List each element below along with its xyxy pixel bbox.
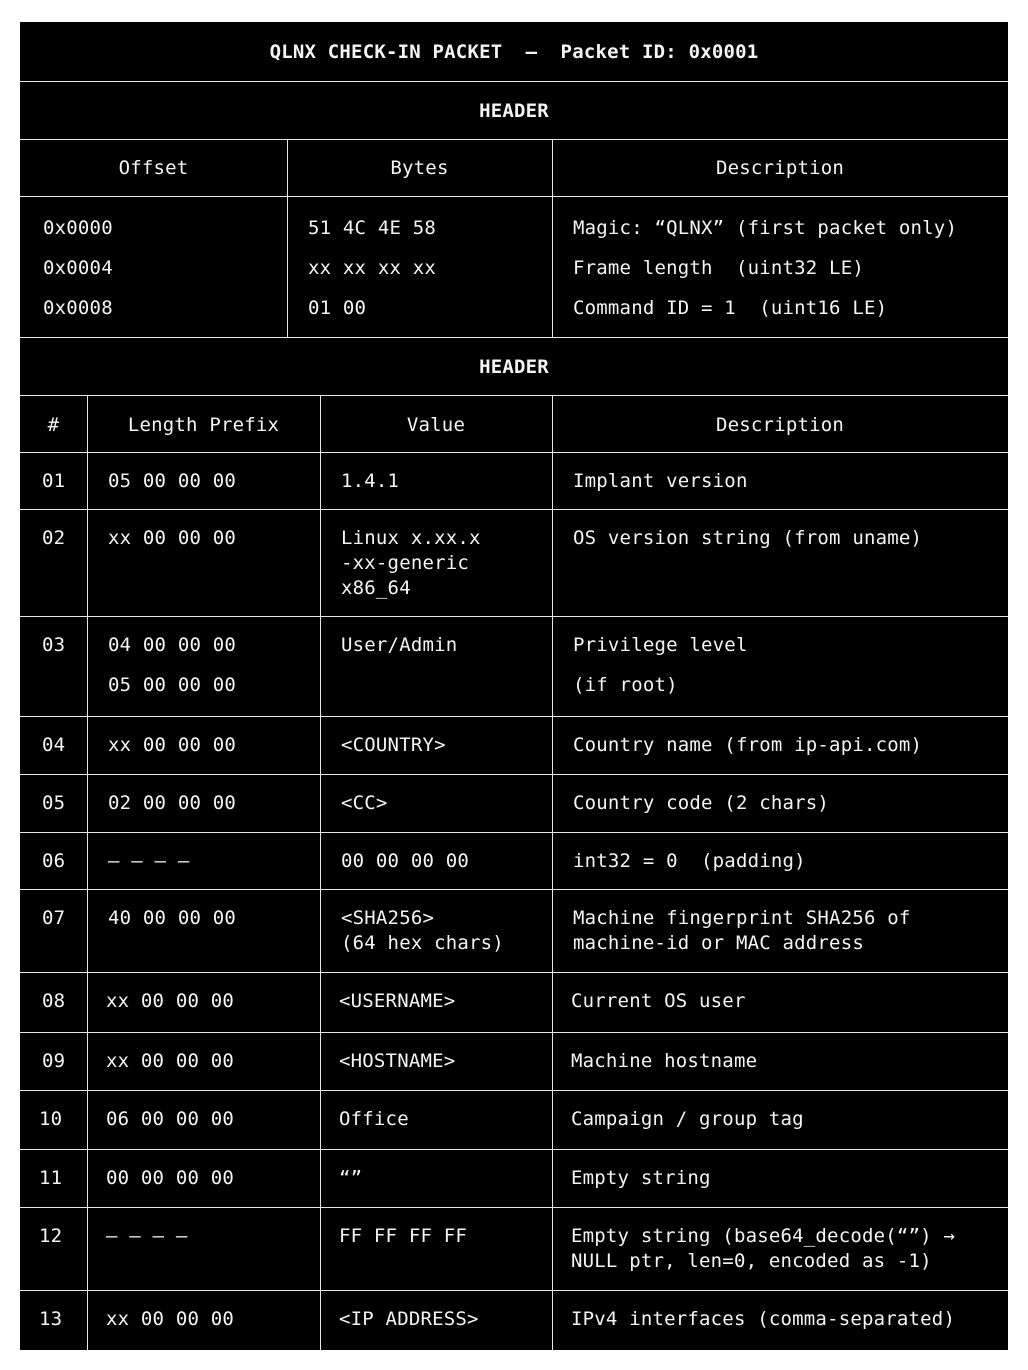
row-number: 03	[42, 634, 66, 656]
table-row	[20, 833, 1008, 890]
length-prefix: 06 00 00 00	[106, 1108, 235, 1130]
table-row	[20, 717, 1008, 775]
field-description: OS version string (from uname)	[573, 527, 923, 549]
table-row	[20, 617, 1008, 717]
length-prefix: xx 00 00 00	[108, 734, 237, 756]
field-description: Country name (from ip-api.com)	[573, 734, 923, 756]
field-description: Empty string (base64_decode(“”) → NULL ptr, len=0, encoded as -1)	[571, 1225, 956, 1272]
field-value: <CC>	[341, 792, 388, 814]
row-number: 11	[39, 1167, 63, 1189]
column-heading-offset: Offset	[118, 157, 189, 179]
field-value: 1.4.1	[341, 470, 400, 492]
field-value: User/Admin	[341, 634, 458, 656]
column-heading-value: Value	[406, 414, 466, 436]
field-description: IPv4 interfaces (comma-separated)	[571, 1308, 956, 1330]
length-prefix: 04 00 00 00	[108, 634, 237, 656]
header2-column-headings	[20, 396, 1008, 453]
table-row	[20, 1091, 1008, 1150]
field-value: <USERNAME>	[339, 990, 456, 1012]
field-description: (if root)	[573, 674, 678, 696]
description-value: Magic: “QLNX” (first packet only)	[573, 217, 958, 239]
length-prefix: — — — —	[106, 1225, 188, 1247]
row-number: 13	[39, 1308, 63, 1330]
column-heading-description: Description	[715, 157, 845, 179]
section-label: HEADER	[479, 356, 549, 378]
row-number: 02	[42, 527, 66, 549]
column-heading-length-prefix: Length Prefix	[127, 414, 280, 436]
bytes-value: 01 00	[308, 297, 367, 319]
section-header-1	[20, 82, 1008, 140]
length-prefix: xx 00 00 00	[106, 1050, 235, 1072]
row-number: 10	[39, 1108, 63, 1130]
row-number: 01	[42, 470, 66, 492]
field-value: <HOSTNAME>	[339, 1050, 456, 1072]
length-prefix: 05 00 00 00	[108, 470, 237, 492]
table-row	[20, 510, 1008, 617]
field-value: <SHA256> (64 hex chars)	[341, 907, 504, 954]
field-value: <COUNTRY>	[341, 734, 446, 756]
length-prefix: 05 00 00 00	[108, 674, 237, 696]
length-prefix: — — — —	[108, 850, 190, 872]
packet-table	[20, 22, 1008, 1350]
table-row	[20, 890, 1008, 973]
length-prefix: 02 00 00 00	[108, 792, 237, 814]
length-prefix: xx 00 00 00	[106, 1308, 235, 1330]
row-number: 09	[42, 1050, 66, 1072]
field-description: Privilege level	[573, 634, 748, 656]
header1-data-block	[20, 197, 1008, 338]
field-description: Current OS user	[571, 990, 746, 1012]
table-row	[20, 453, 1008, 510]
description-value: Frame length (uint32 LE)	[573, 257, 864, 279]
row-number: 04	[42, 734, 66, 756]
field-value: Linux x.xx.x -xx-generic x86_64	[341, 527, 481, 599]
bytes-value: xx xx xx xx	[308, 257, 437, 279]
offset-value: 0x0004	[43, 257, 113, 279]
length-prefix: xx 00 00 00	[108, 527, 237, 549]
row-number: 05	[42, 792, 66, 814]
field-value: 00 00 00 00	[341, 850, 470, 872]
field-description: Campaign / group tag	[571, 1108, 804, 1130]
table-row	[20, 1150, 1008, 1208]
header1-column-headings	[20, 140, 1008, 197]
row-number: 07	[42, 907, 66, 929]
length-prefix: 40 00 00 00	[108, 907, 237, 929]
field-value: Office	[339, 1108, 409, 1130]
section-header-2	[20, 338, 1008, 396]
table-row	[20, 775, 1008, 833]
column-heading-number: #	[47, 414, 60, 436]
field-value: <IP ADDRESS>	[339, 1308, 479, 1330]
field-description: Country code (2 chars)	[573, 792, 830, 814]
row-number: 08	[42, 990, 66, 1012]
row-number: 12	[39, 1225, 63, 1247]
length-prefix: 00 00 00 00	[106, 1167, 235, 1189]
field-description: Empty string	[571, 1167, 711, 1189]
bytes-value: 51 4C 4E 58	[308, 217, 437, 239]
field-value: FF FF FF FF	[339, 1225, 468, 1247]
field-value: “”	[339, 1167, 363, 1189]
page-title: QLNX CHECK-IN PACKET — Packet ID: 0x0001	[269, 41, 759, 63]
table-row	[20, 1208, 1008, 1291]
column-heading-bytes: Bytes	[390, 157, 449, 179]
length-prefix: xx 00 00 00	[106, 990, 235, 1012]
field-description: Machine fingerprint SHA256 of machine-id or MAC address	[573, 907, 911, 954]
column-heading-description: Description	[715, 414, 845, 436]
table-row	[20, 1291, 1008, 1350]
description-value: Command ID = 1 (uint16 LE)	[573, 297, 888, 319]
title-row	[20, 22, 1008, 82]
offset-value: 0x0000	[43, 217, 113, 239]
row-number: 06	[42, 850, 66, 872]
field-description: Implant version	[573, 470, 748, 492]
field-description: int32 = 0 (padding)	[573, 850, 806, 872]
field-description: Machine hostname	[571, 1050, 758, 1072]
table-row	[20, 1033, 1008, 1091]
table-row	[20, 973, 1008, 1033]
offset-value: 0x0008	[43, 297, 113, 319]
section-label: HEADER	[479, 100, 549, 122]
